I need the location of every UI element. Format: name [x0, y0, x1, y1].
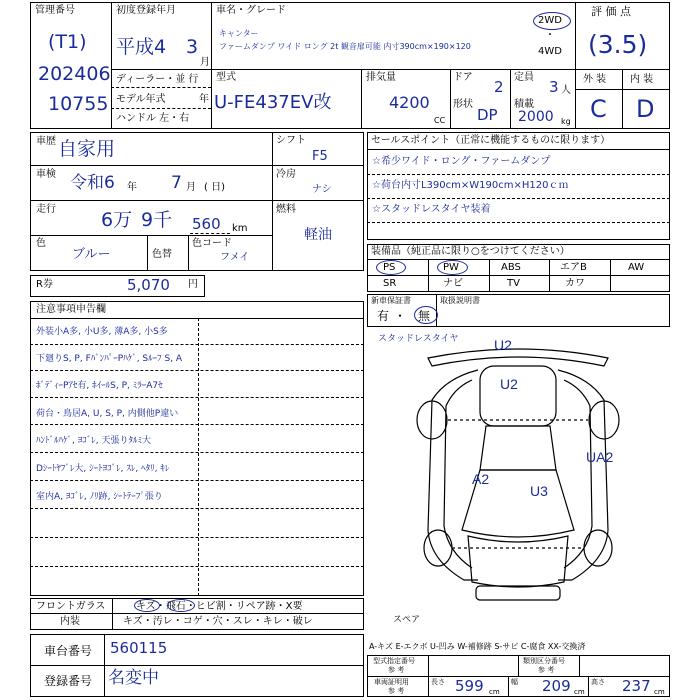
height-value: 237 — [622, 677, 651, 695]
history-value: 自家用 — [58, 138, 116, 160]
mileage-rest: 560 — [192, 215, 221, 233]
hood-outline — [468, 536, 568, 587]
roof-outline — [480, 426, 556, 470]
sales-point-3: ☆スタッドレスタイヤ装着 — [372, 204, 491, 215]
capacity-label: 定員 — [514, 72, 534, 83]
chassis-label: 車台番号 — [44, 644, 93, 658]
first-reg-month: 3 — [186, 36, 199, 58]
warranty-yes: 有 — [377, 309, 390, 323]
drive-4wd: 4WD — [538, 46, 562, 57]
warranty-label: 新車保証書 — [371, 296, 411, 305]
dealer-label: ディーラー・並 行 — [116, 74, 199, 85]
fuel-value: 軽油 — [304, 227, 332, 243]
mileage-man: 6万 — [101, 209, 133, 231]
registration-label: 登録番号 — [44, 674, 93, 688]
mgmt-number-1: 202406 — [38, 63, 111, 85]
width-value: 209 — [542, 677, 571, 695]
door-value: 2 — [494, 78, 504, 96]
note-line-5: ﾊﾝﾄﾞﾙﾊｹﾞ, ﾖｺﾞﾚ, 天張りﾀﾙﾐ大 — [36, 436, 151, 446]
note-line-6: Dｼｰﾄﾔﾌﾞﾚ大, ｼｰﾄﾖｺﾞﾚ, ｽﾚ, ﾍﾀﾘ, ｷﾚ — [36, 464, 170, 474]
inspection-era: 令和6 — [70, 173, 115, 193]
inspection-month: 7 — [171, 173, 182, 193]
color-code-value: フメイ — [220, 252, 250, 263]
interior-grade: D — [636, 95, 655, 123]
shape-label: 形状 — [453, 99, 473, 110]
drive-2wd: 2WD — [538, 15, 562, 26]
door-label: ドア — [453, 72, 473, 83]
inspection-label: 車検 — [36, 169, 56, 180]
equip-tv: TV — [507, 278, 520, 289]
exterior-grade: C — [590, 95, 607, 123]
mileage-sen: 9千 — [141, 209, 173, 231]
rear-body-outline — [480, 366, 556, 426]
first-reg-month-unit: 月 — [200, 57, 210, 68]
displacement-unit: CC — [434, 116, 446, 125]
inspection-month-unit: 月 — [186, 182, 196, 193]
shape-value: DP — [477, 106, 498, 124]
class-sub: 参 考 — [538, 666, 555, 674]
color-code-label: 色コード — [192, 238, 232, 249]
type-label: 型式 — [216, 72, 236, 83]
note-line-4: 荷台・鳥居A, U, S, P, 内側他P違い — [36, 409, 179, 419]
warranty-section — [367, 294, 670, 327]
damage-mark-u2-rear: U2 — [494, 337, 512, 353]
shift-value: F5 — [312, 149, 328, 164]
warranty-sep: ・ — [394, 309, 407, 323]
interior-label: 内 装 — [630, 74, 654, 85]
diagram-note: スタッドレスタイヤ — [378, 334, 459, 344]
exterior-label: 外 装 — [583, 74, 607, 85]
height-unit: cm — [654, 688, 665, 696]
ac-label: 冷房 — [276, 169, 296, 180]
handle-label: ハンドル 左・右 — [116, 113, 190, 124]
notes-title: 注意事項申告欄 — [36, 304, 106, 315]
inspection-day: ( 日) — [204, 182, 225, 193]
note-line-3: ﾎﾞﾃﾞｨｰPｱｾ有, ﾎｲｰﾙS, P, ﾐﾗｰA7ｾ — [36, 381, 163, 391]
color-change-label: 色替 — [152, 249, 172, 260]
r-ticket-label: R券 — [36, 279, 53, 290]
fuel-label: 燃料 — [276, 204, 296, 215]
displacement-label: 排気量 — [366, 72, 396, 83]
load-label: 積載 — [514, 99, 534, 110]
interior-cond-label: 内装 — [60, 616, 80, 627]
r-ticket-unit: 円 — [188, 279, 198, 290]
rating-value: (3.5) — [588, 30, 648, 59]
height-label: 高さ — [591, 678, 605, 686]
damage-legend: A-キズ E-エクボ U-凹み W-補修跡 S-サビ C-腐食 XX-交換済 — [369, 642, 586, 651]
model-year-unit: 年 — [199, 94, 209, 105]
history-label: 車歴 — [36, 136, 56, 147]
damage-mark-a2: A2 — [472, 471, 490, 487]
front-bumper-outline — [476, 586, 560, 600]
color-value: ブルー — [72, 247, 111, 262]
mgmt-code: (T1) — [48, 31, 87, 53]
mileage-unit: km — [232, 223, 248, 234]
cert-label: 車両証明用 — [374, 678, 409, 686]
equipment-title: 装備品（純正品に限り○をつけてください） — [371, 246, 570, 257]
capacity-unit: 人 — [561, 85, 571, 96]
manual-label: 取扱説明書 — [440, 296, 480, 305]
color-label: 色 — [36, 238, 46, 249]
width-label: 幅 — [511, 678, 518, 686]
note-line-1: 外装小A多, 小U多, 薄A多, 小S多 — [36, 327, 168, 337]
ac-value: ナシ — [312, 184, 332, 195]
damage-mark-u2-roof: U2 — [500, 376, 518, 392]
inspection-year-unit: 年 — [127, 182, 137, 193]
equip-leather: カワ — [565, 278, 585, 289]
model-year-label: モデル年式 — [116, 94, 166, 105]
mgmt-label: 管理番号 — [35, 5, 75, 16]
equip-pw: PW — [443, 262, 459, 273]
type-spec-sub: 参 考 — [388, 666, 405, 674]
equip-ps: PS — [383, 262, 396, 273]
class-label: 類別区分番号 — [523, 657, 565, 665]
mgmt-number-2: 10755 — [48, 93, 109, 115]
car-name: キャンター — [219, 29, 259, 38]
front-glass-value: キズ・飛石・ヒビ割・リペア跡・X要 — [136, 601, 303, 612]
car-grade: ファームダンプ ワイド ロング 2t 観音扉可能 内寸390cm×190×120 — [219, 42, 471, 51]
interior-cond-value: キズ・汚レ・コゲ・穴・スレ・キレ・破レ — [123, 616, 313, 627]
equip-aw: AW — [628, 262, 645, 273]
equip-navi: ナビ — [443, 278, 463, 289]
width-unit: cm — [574, 688, 585, 696]
sales-title: セールスポイント（正常に機能するものに限ります） — [371, 135, 611, 146]
length-unit: cm — [489, 688, 500, 696]
damage-mark-u3: U3 — [530, 483, 548, 499]
rear-panel-outline — [428, 349, 608, 366]
r-ticket-box — [30, 275, 205, 297]
first-reg-era: 平成4 — [116, 36, 167, 58]
length-value: 599 — [455, 677, 484, 695]
note-line-2: 下廻りS, P, FﾊﾞﾝﾊﾟｰPﾊｹﾞ, Sﾙｰﾌ S, A — [36, 354, 183, 364]
equip-sr: SR — [383, 278, 397, 289]
equip-airbag: エアB — [560, 262, 587, 273]
registration-value: 名変中 — [108, 668, 159, 688]
r-ticket-value: 5,070 — [127, 276, 170, 294]
sales-point-2: ☆荷台内寸L390cm×W190cm×H120ｃｍ — [372, 180, 569, 191]
car-name-label: 車名・グレード — [216, 5, 286, 16]
damage-mark-ua2: UA2 — [586, 449, 614, 465]
spare-label: スペア — [393, 615, 421, 625]
notes-section — [30, 301, 364, 596]
length-label: 長さ — [431, 678, 445, 686]
sales-point-1: ☆希少ワイド・ロング・ファームダンプ — [372, 156, 551, 167]
front-glass-label: フロントガラス — [36, 601, 106, 612]
vehicle-diagram — [368, 330, 668, 620]
load-unit: kg — [561, 117, 571, 126]
load-value: 2000 — [518, 109, 554, 125]
chassis-value: 560115 — [110, 639, 168, 657]
first-reg-label: 初度登録年月 — [116, 5, 176, 16]
displacement-value: 4200 — [389, 93, 430, 112]
front-left-wheel — [424, 530, 452, 566]
rating-label: 評 価 点 — [591, 5, 631, 18]
equip-abs: ABS — [501, 262, 521, 273]
shift-label: シフト — [276, 135, 306, 146]
mileage-label: 走行 — [36, 204, 56, 215]
cert-sub: 参 考 — [388, 687, 405, 695]
warranty-no: 無 — [418, 309, 431, 323]
type-spec-label: 型式指定番号 — [373, 657, 415, 665]
type-value: U-FE437EV改 — [214, 92, 332, 113]
drive-separator: ・ — [545, 30, 555, 41]
note-line-7: 室内A, ﾖｺﾞﾚ, ﾉﾘ跡, ｼｰﾄﾃｰﾌﾟ張り — [36, 492, 163, 502]
front-right-wheel — [584, 530, 612, 566]
header-section — [30, 2, 670, 129]
capacity-value: 3 — [549, 78, 559, 96]
